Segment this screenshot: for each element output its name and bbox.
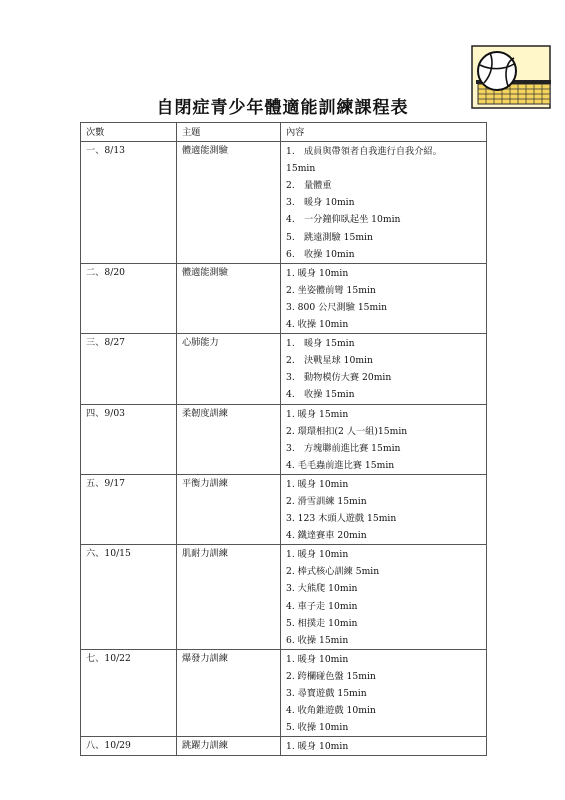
activity-list [286, 546, 481, 649]
table-header-row [81, 123, 487, 142]
table-row [81, 474, 487, 544]
session-cell: 三、8/27 [81, 334, 177, 404]
topic-cell: 體適能測驗 [177, 142, 281, 264]
table-row [81, 334, 487, 404]
activity-list [286, 651, 481, 736]
topic-cell: 肌耐力訓練 [177, 545, 281, 650]
activity-item: 4. 車子走 10min [286, 600, 358, 612]
activity-item: 1. 暖身 10min [286, 741, 349, 753]
activity-item: 3. 暖身 10min [286, 197, 355, 209]
activity-item: 4. 收角錐遊戲 10min [286, 705, 376, 717]
session-cell: 七、10/22 [81, 649, 177, 736]
activity-item: 2. 決戰星球 10min [286, 355, 373, 367]
session-cell: 一、8/13 [81, 142, 177, 264]
content-cell [281, 334, 487, 404]
activity-item: 1. 暖身 10min [286, 478, 349, 490]
topic-cell: 體適能測驗 [177, 263, 281, 333]
activity-list [286, 265, 481, 333]
activity-item: 4. 一分鐘仰臥起坐 10min [286, 214, 401, 226]
topic-cell: 柔韌度訓練 [177, 404, 281, 474]
activity-item: 4. 收操 10min [286, 319, 349, 331]
table-row [81, 737, 487, 756]
column-header-topic: 主題 [177, 123, 281, 142]
activity-item: 5. 跳遠測驗 15min [286, 231, 373, 243]
table-row [81, 545, 487, 650]
activity-item: 3. 800 公尺測驗 15min [286, 301, 388, 313]
topic-cell: 跳躍力訓練 [177, 737, 281, 756]
table-row [81, 263, 487, 333]
table-row [81, 649, 487, 736]
activity-item: 2. 跨欄碰色盤 15min [286, 670, 376, 682]
activity-item: 2. 環環相扣(2 人一組)15min [286, 425, 408, 437]
schedule-table [80, 122, 487, 756]
topic-cell: 平衡力訓練 [177, 474, 281, 544]
activity-list [286, 476, 481, 544]
content-cell [281, 404, 487, 474]
activity-list [286, 143, 481, 263]
activity-item: 2. 滑雪訓練 15min [286, 495, 367, 507]
activity-item: 5. 收操 10min [286, 722, 349, 734]
column-header-content: 內容 [281, 123, 487, 142]
schedule-body [81, 142, 487, 756]
activity-item: 3. 尋寶遊戲 15min [286, 688, 367, 699]
activity-item: 15min [286, 163, 316, 175]
activity-item: 4. 鐵達賽車 20min [286, 530, 367, 542]
volleyball-net-icon [470, 44, 552, 110]
activity-item: 4. 毛毛蟲前進比賽 15min [286, 459, 395, 471]
content-cell [281, 474, 487, 544]
activity-item: 3. 方塊聯前進比賽 15min [286, 442, 401, 454]
activity-item: 3. 動物模仿大賽 20min [286, 372, 392, 384]
page-title: 自閉症青少年體適能訓練課程表 [156, 98, 409, 118]
column-header-session: 次數 [81, 123, 177, 142]
activity-item: 2. 坐姿體前彎 15min [286, 284, 376, 296]
activity-item: 2. 量體重 [286, 180, 332, 192]
session-cell: 四、9/03 [81, 404, 177, 474]
table-row [81, 142, 487, 264]
activity-item: 3. 123 木頭人遊戲 15min [286, 513, 397, 525]
activity-item: 3. 大熊爬 10min [286, 583, 358, 595]
session-cell: 六、10/15 [81, 545, 177, 650]
activity-item: 6. 收操 15min [286, 634, 349, 646]
activity-list [286, 335, 481, 403]
content-cell [281, 737, 487, 756]
activity-item: 1. 暖身 15min [286, 408, 349, 420]
activity-item: 4. 收操 15min [286, 389, 355, 401]
activity-item: 2. 棒式核心訓練 5min [286, 566, 380, 578]
activity-item: 1. 成員與帶領者自我進行自我介紹。 [286, 146, 442, 158]
activity-item: 1. 暖身 10min [286, 267, 349, 279]
topic-cell: 心肺能力 [177, 334, 281, 404]
activity-item: 1. 暖身 10min [286, 653, 349, 665]
activity-item: 5. 相撲走 10min [286, 617, 358, 629]
session-cell: 八、10/29 [81, 737, 177, 756]
activity-item: 6. 收操 10min [286, 248, 355, 260]
activity-item: 1. 暖身 10min [286, 549, 349, 561]
activity-item: 1. 暖身 15min [286, 338, 355, 350]
activity-list [286, 406, 481, 474]
content-cell [281, 545, 487, 650]
activity-list [286, 738, 481, 755]
table-row [81, 404, 487, 474]
session-cell: 二、8/20 [81, 263, 177, 333]
content-cell [281, 142, 487, 264]
session-cell: 五、9/17 [81, 474, 177, 544]
content-cell [281, 649, 487, 736]
content-cell [281, 263, 487, 333]
topic-cell: 爆發力訓練 [177, 649, 281, 736]
